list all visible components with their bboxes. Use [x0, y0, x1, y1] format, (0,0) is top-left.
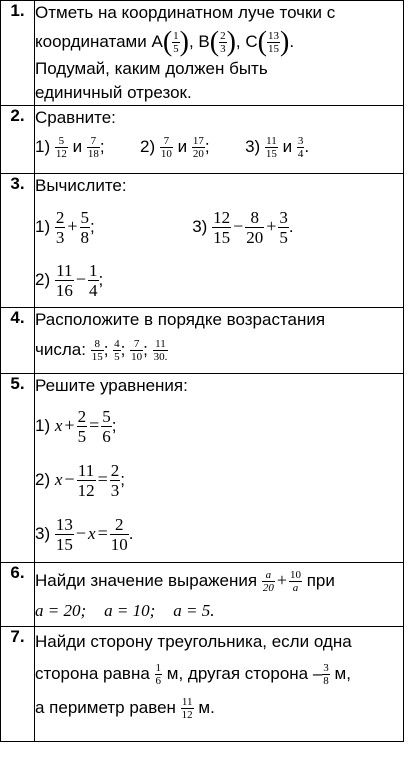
numerator: 2 [55, 208, 65, 228]
task-body [35, 308, 404, 374]
denominator: 8 [323, 675, 329, 688]
numerator: 4 [114, 338, 120, 351]
fraction [77, 407, 88, 446]
fraction [262, 569, 275, 594]
compare-item-1 [35, 135, 105, 161]
denominator: 20 [246, 228, 264, 248]
order-line [35, 332, 403, 368]
value: a = 20; [35, 601, 87, 620]
punct: ; [143, 340, 148, 359]
denominator: 12 [55, 148, 67, 161]
equation-3 [35, 506, 403, 560]
punct: . [304, 137, 310, 156]
task-body [35, 174, 404, 308]
task-text: а периметр равен [35, 698, 176, 717]
punct: ; [111, 416, 117, 435]
task-row-1 [1, 1, 404, 106]
task-number: 2. [1, 106, 35, 174]
point-c-label: C [245, 32, 258, 51]
operator: − [233, 216, 244, 236]
task-row-4 [1, 308, 404, 374]
operator: + [276, 570, 287, 590]
punct: . [288, 217, 294, 236]
conjunction: и [282, 137, 293, 156]
numerator: 10 [289, 569, 301, 582]
task-text: при [306, 571, 335, 590]
paren-open: ( [209, 26, 220, 58]
numerator: 2 [77, 407, 87, 427]
value: a = 10; [104, 601, 156, 620]
denominator: 3 [55, 228, 65, 248]
paren-open: ( [257, 26, 267, 58]
denominator: 12 [181, 709, 193, 722]
numerator: 1 [155, 662, 162, 675]
denominator: 18 [87, 148, 99, 161]
numerator: 11 [153, 338, 169, 351]
task-body [35, 627, 404, 742]
variable: x [88, 524, 96, 543]
task-row-7 [1, 627, 404, 742]
variable: x [54, 470, 63, 489]
operator: − [75, 269, 87, 289]
item-label: 2) [140, 137, 156, 156]
numerator: 3 [279, 208, 288, 228]
punct: ; [99, 137, 105, 156]
point-b-coord [219, 30, 227, 55]
denominator: 20 [192, 148, 204, 161]
task-text: координатами [35, 32, 147, 51]
punct: . [128, 524, 134, 543]
numerator: 1 [173, 30, 179, 43]
task-text: Отметь на координатном луче точки с [35, 3, 336, 22]
item-label: 2) [35, 270, 51, 289]
fraction [278, 208, 289, 247]
denominator: a [292, 582, 299, 595]
punct: ; [120, 340, 126, 359]
numerator: 5 [55, 135, 68, 148]
task-body [35, 106, 404, 174]
numerator: 2 [220, 30, 226, 43]
punct: ; [103, 340, 109, 359]
numerator: 17 [192, 135, 204, 148]
fraction [55, 135, 68, 160]
denominator: 16 [55, 281, 73, 301]
variable: x [54, 416, 63, 435]
expression-line [35, 563, 403, 598]
item-label: 3) [192, 217, 208, 236]
task-row-2 [1, 106, 404, 174]
fraction [101, 407, 112, 446]
denominator: 6 [102, 427, 111, 447]
numerator: 5 [80, 208, 90, 228]
denominator: 15 [267, 43, 279, 56]
task-text: Найди значение выражения [35, 571, 258, 590]
denominator: 20 [262, 582, 274, 595]
numerator: 11 [181, 696, 193, 709]
task-number: 1. [1, 1, 35, 106]
task-number: 4. [1, 308, 35, 374]
denominator: 12 [77, 481, 95, 501]
paren-open: ( [162, 26, 173, 58]
numerator: 7 [160, 135, 173, 148]
fraction [55, 515, 74, 554]
punct: ; [204, 137, 210, 156]
task-body [35, 563, 404, 627]
point-c-coord [267, 30, 280, 55]
fraction [265, 135, 278, 160]
denominator: 5 [77, 427, 87, 447]
numerator: 2 [110, 515, 129, 535]
task-text: сторона равна [35, 664, 150, 683]
task-text: м, [334, 664, 351, 683]
equation-2 [35, 452, 403, 506]
task-text: Найди сторону треугольника, если одна [35, 632, 352, 651]
point-b-label: B [198, 32, 210, 51]
punct: ; [90, 217, 95, 236]
operator: + [67, 216, 78, 236]
paren-close: ) [226, 26, 236, 58]
numerator: 5 [102, 407, 111, 427]
task-text: м. [198, 698, 215, 717]
denominator: 15 [213, 228, 231, 248]
task-text: м, другая сторона – [166, 664, 323, 683]
fraction [55, 208, 66, 247]
task-line [35, 691, 403, 725]
equals: = [97, 523, 108, 543]
item-label: 1) [35, 137, 51, 156]
task-line: координатами A( $\frac{1}{5}$ ), B( $\frac{2}{3}$ ), C( $\frac{13}{15}$ ). [35, 26, 295, 58]
fraction [322, 662, 330, 687]
punct: ; [120, 470, 125, 489]
numerator: a [262, 569, 275, 582]
calc-item-1 [35, 208, 95, 248]
task-title: Сравните: [35, 108, 116, 127]
task-row-3 [1, 174, 404, 308]
conjunction: и [72, 137, 83, 156]
task-text: Расположите в порядке возрастания [35, 310, 326, 329]
equals: = [97, 469, 108, 489]
denominator: 15 [265, 148, 277, 161]
item-label: 3) [35, 524, 51, 543]
fraction [153, 338, 169, 363]
fraction [192, 135, 205, 160]
calc-line [35, 198, 403, 254]
denominator: 6 [155, 675, 162, 688]
numerator: 1 [89, 261, 98, 281]
fraction [181, 696, 194, 721]
fraction [87, 135, 100, 160]
point-a-coord [172, 30, 180, 55]
paren-close: ) [179, 26, 189, 58]
operator: − [64, 469, 75, 489]
denominator: 3 [220, 43, 226, 56]
task-text: единичный отрезок. [35, 83, 192, 102]
task-number: 7. [1, 627, 35, 742]
denominator: 4 [297, 148, 304, 161]
item-label: 1) [35, 217, 51, 236]
operator: − [75, 523, 87, 543]
fraction [80, 208, 91, 247]
denominator: 3 [110, 481, 120, 501]
punct: ; [98, 270, 104, 289]
denominator: 10 [110, 535, 128, 555]
equals: = [89, 415, 100, 435]
task-text: числа: [35, 340, 86, 359]
task-row-5 [1, 374, 404, 563]
numerator: 13 [267, 30, 279, 43]
item-label: 3) [245, 137, 261, 156]
numerator: 13 [55, 515, 73, 535]
numerator: 8 [245, 208, 264, 228]
item-label: 1) [35, 416, 51, 435]
fraction [77, 461, 96, 500]
denominator: 5 [173, 43, 179, 56]
task-body [35, 374, 404, 563]
task-text: Подумай, каким должен быть [35, 59, 268, 78]
numerator: 3 [323, 662, 329, 675]
numerator: 2 [110, 461, 120, 481]
calc-line [35, 254, 403, 304]
item-label: 2) [35, 470, 51, 489]
denominator: 15 [55, 535, 73, 555]
denominator: 5 [114, 351, 120, 364]
fraction [289, 569, 302, 594]
numerator: 11 [56, 261, 73, 281]
fraction [110, 461, 121, 500]
fraction [88, 261, 99, 300]
numerator: 3 [297, 135, 304, 148]
denominator: 10 [131, 351, 143, 364]
denominator: 4 [89, 281, 98, 301]
denominator: 8 [80, 228, 90, 248]
fraction [212, 208, 231, 247]
fraction [130, 338, 143, 363]
paren-close: ) [279, 26, 290, 58]
fraction [55, 261, 74, 300]
value: a = 5. [173, 601, 215, 620]
fraction [113, 338, 121, 363]
operator: + [266, 216, 277, 236]
numerator: 12 [213, 208, 231, 228]
fraction [160, 135, 173, 160]
calc-item-3 [192, 208, 294, 248]
task-number: 5. [1, 374, 35, 563]
numerator: 7 [87, 135, 100, 148]
task-row-6 [1, 563, 404, 627]
numerator: 11 [77, 461, 95, 481]
denominator: 15 [91, 351, 103, 364]
compare-item-3 [245, 135, 310, 161]
task-number: 3. [1, 174, 35, 308]
values-line [35, 598, 403, 624]
task-line [35, 657, 403, 691]
equation-1 [35, 398, 403, 452]
fraction [245, 208, 264, 247]
denominator: 5 [279, 228, 288, 248]
numerator: 8 [91, 338, 104, 351]
fraction [110, 515, 129, 554]
task-number: 6. [1, 563, 35, 627]
conjunction: и [177, 137, 188, 156]
denominator: 30. [153, 351, 168, 364]
operator: + [64, 415, 75, 435]
fraction [91, 338, 104, 363]
calc-item-2 [35, 261, 104, 301]
task-body [35, 1, 404, 106]
point-a-label: A [151, 32, 163, 51]
task-title: Решите уравнения: [35, 376, 188, 395]
compare-item-2 [140, 135, 210, 161]
task-title: Вычислите: [35, 176, 127, 195]
denominator: 10 [160, 148, 172, 161]
numerator: 11 [266, 135, 277, 148]
compare-items [35, 130, 403, 164]
fraction [155, 662, 163, 687]
numerator: 7 [130, 338, 143, 351]
